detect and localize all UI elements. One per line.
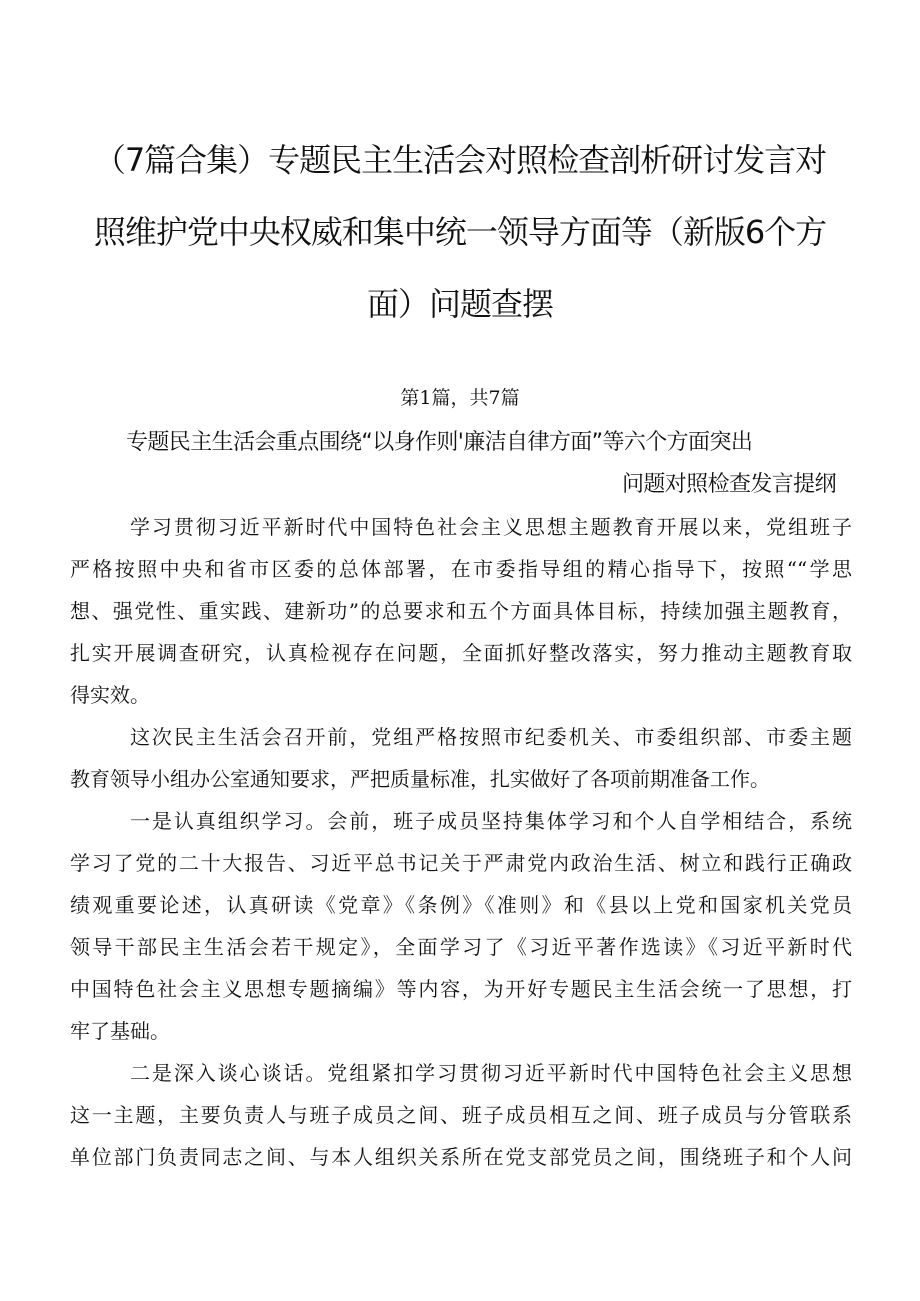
paragraph-line: 严格按照中央和省市区委的总体部署，在市委指导组的精心指导下，按照““学思	[70, 557, 852, 581]
paragraph-line: 得实效。	[70, 683, 150, 707]
document-title-line-3: 面）问题查摆	[366, 285, 553, 323]
paragraph-line: 牢了基础。	[70, 1019, 170, 1043]
paragraph-line: 这一主题，主要负责人与班子成员之间、班子成员相互之间、班子成员与分管联系	[70, 1103, 852, 1127]
section-heading-line-2: 问题对照检查发言提纲	[621, 472, 836, 497]
paragraph-line: 绩观重要论述，认真研读《党章》《条例》《准则》和《县以上党和国家机关党员	[70, 893, 852, 917]
section-heading-line-1: 专题民主生活会重点围绕“以身作则'廉洁自律方面”等六个方面突出	[126, 430, 753, 455]
part-label: 第1篇，共7篇	[400, 387, 520, 409]
paragraph-line: 单位部门负责同志之间、与本人组织关系所在党支部党员之间，围绕班子和个人问	[70, 1145, 852, 1169]
paragraph-line: 领导干部民主生活会若干规定》，全面学习了《习近平著作选读》《习近平新时代	[70, 935, 852, 959]
document-title-line-1: （7篇合集）专题民主生活会对照检查剖析研讨发言对	[93, 141, 827, 179]
paragraph-line: 一是认真组织学习。会前，班子成员坚持集体学习和个人自学相结合，系统	[130, 809, 852, 833]
paragraph-line: 想、强党性、重实践、建新功”的总要求和五个方面具体目标，持续加强主题教育，	[70, 599, 852, 623]
paragraph-line: 扎实开展调查研究，认真检视存在问题，全面抓好整改落实，努力推动主题教育取	[70, 641, 852, 665]
paragraph-line: 二是深入谈心谈话。党组紧扣学习贯彻习近平新时代中国特色社会主义思想	[130, 1061, 852, 1085]
paragraph-line: 中国特色社会主义思想专题摘编》等内容，为开好专题民主生活会统一了思想，打	[70, 977, 852, 1001]
document-title-line-2: 照维护党中央权威和集中统一领导方面等（新版6个方	[93, 213, 827, 251]
paragraph-line: 这次民主生活会召开前，党组严格按照市纪委机关、市委组织部、市委主题	[130, 725, 852, 749]
paragraph-line: 学习了党的二十大报告、习近平总书记关于严肃党内政治生活、树立和践行正确政	[70, 851, 852, 875]
paragraph-line: 教育领导小组办公室通知要求，严把质量标准，扎实做好了各项前期准备工作。	[70, 767, 770, 791]
paragraph-line: 学习贯彻习近平新时代中国特色社会主义思想主题教育开展以来，党组班子	[130, 515, 852, 539]
